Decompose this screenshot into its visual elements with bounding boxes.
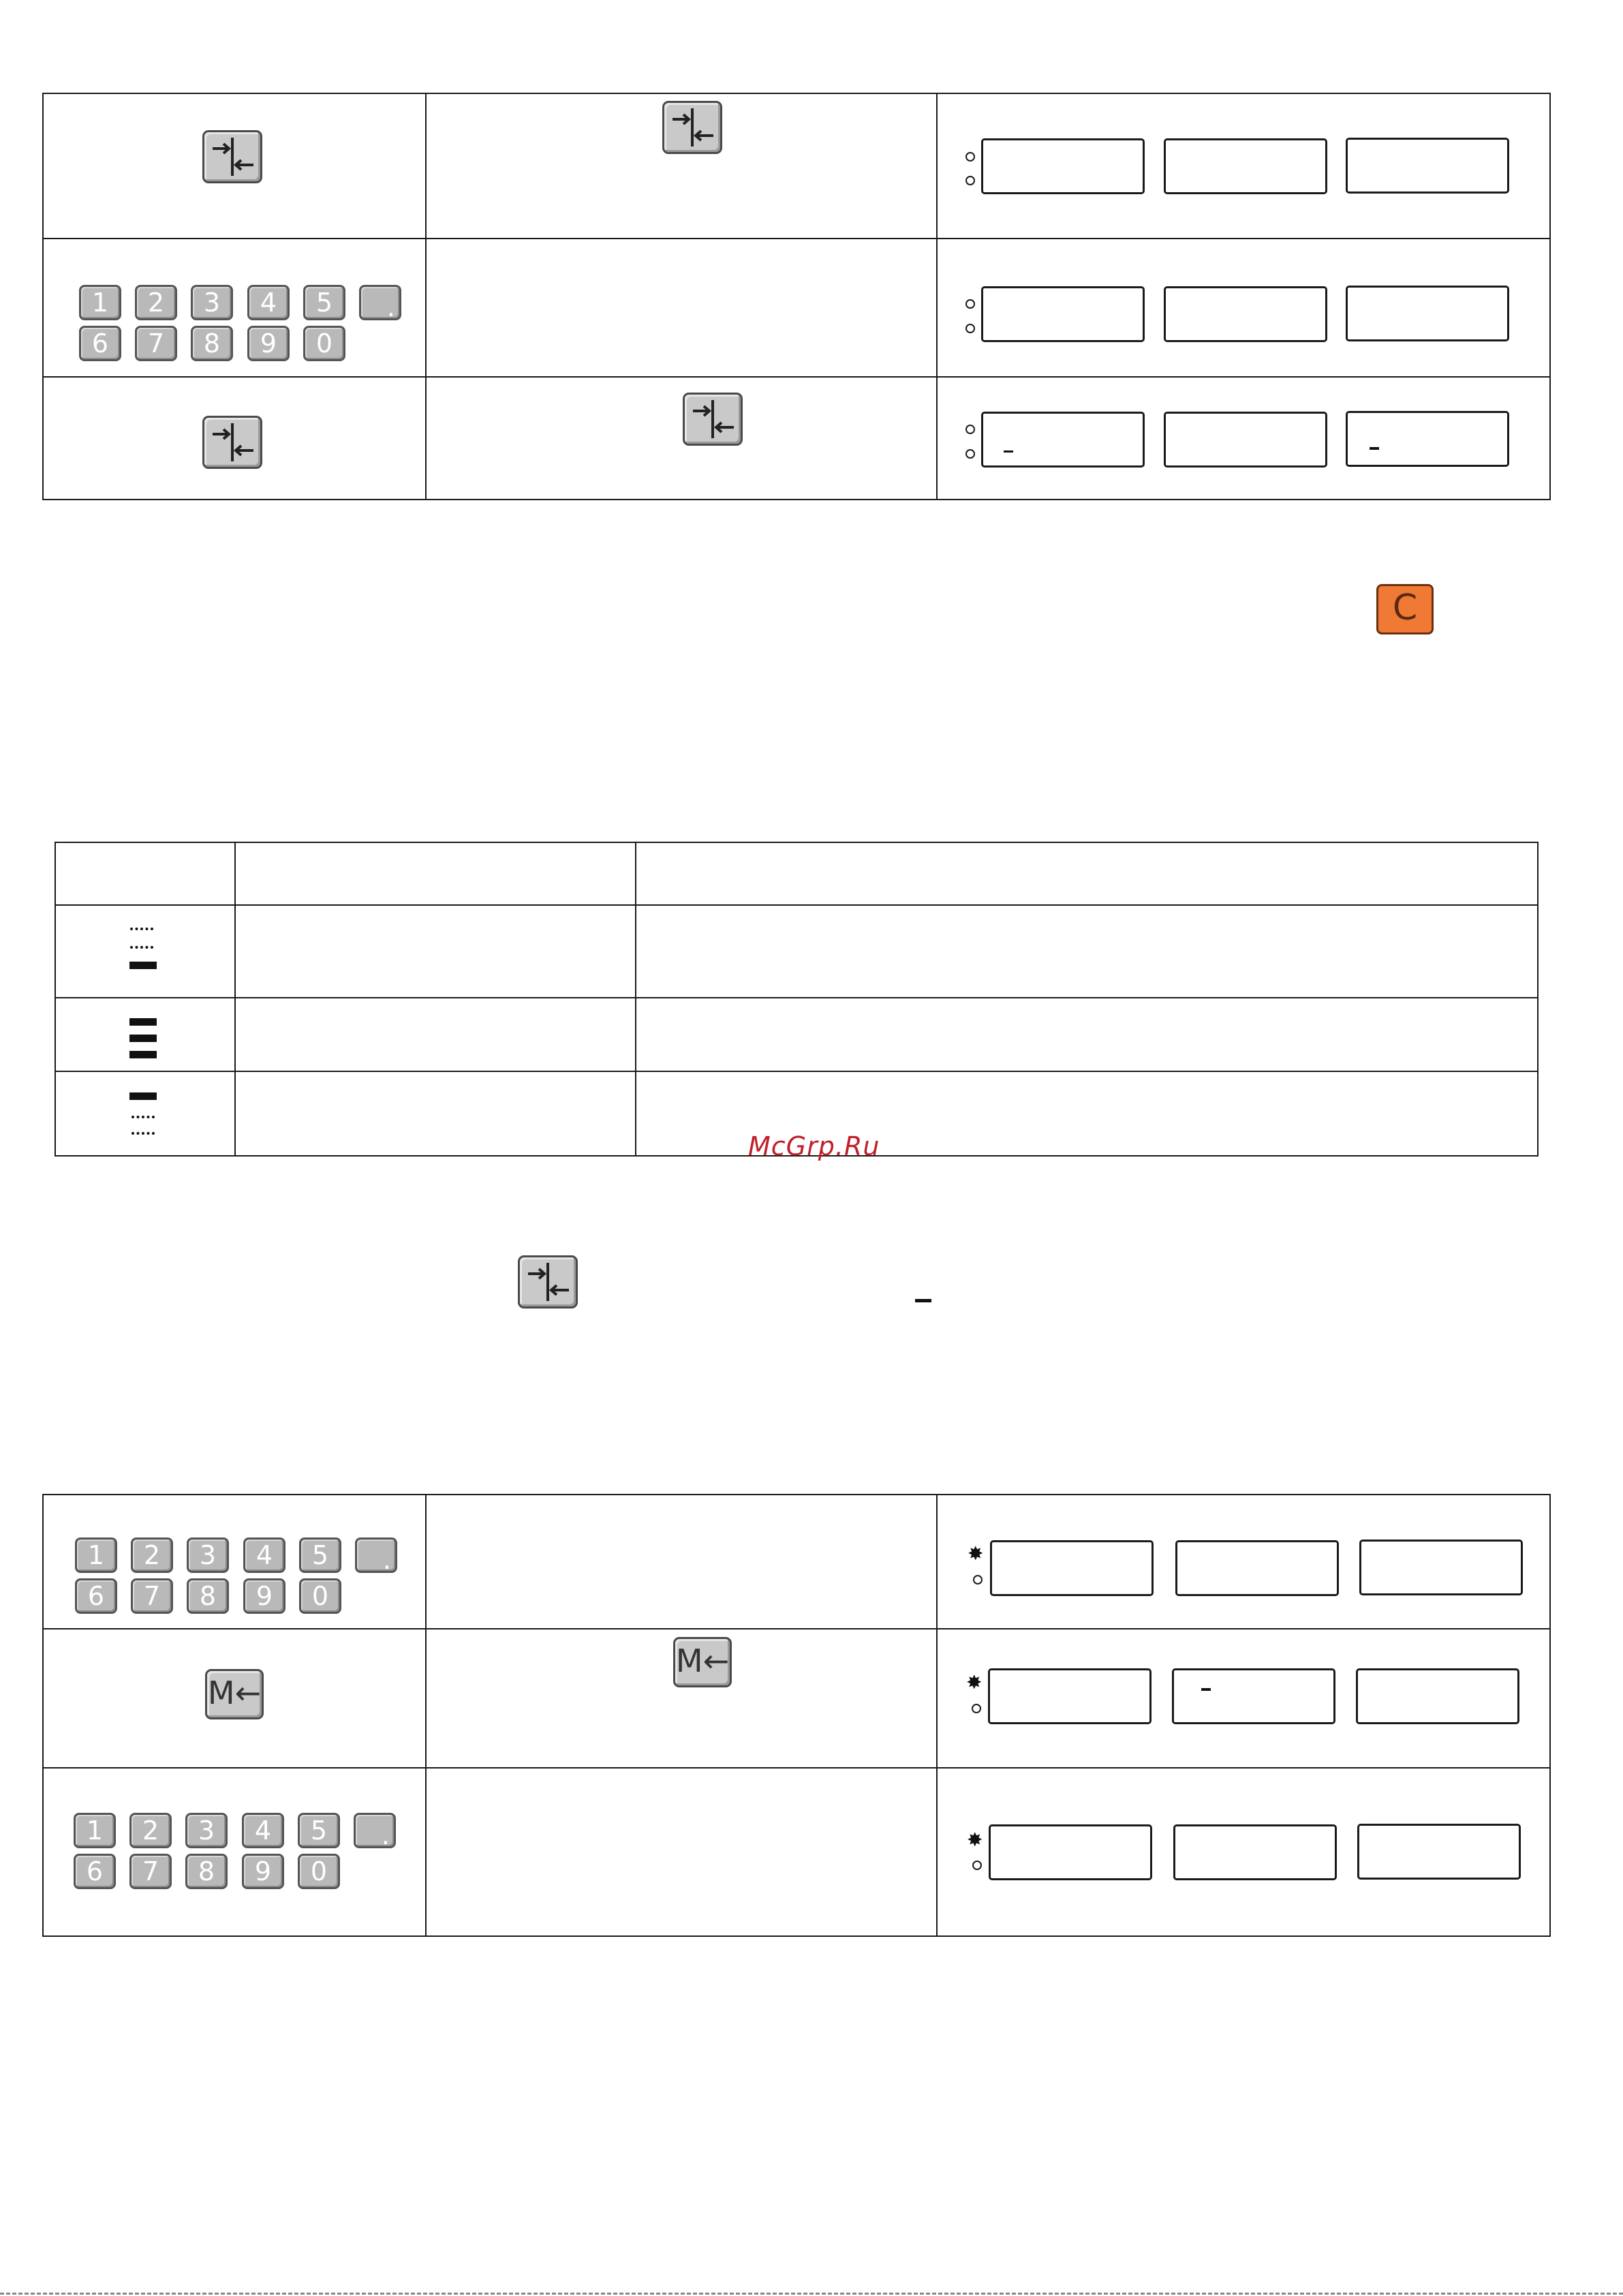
key-0[interactable]: 0 [303,326,345,361]
page-bottom-rule [0,2293,1623,2295]
step-2-description-cell [426,239,937,377]
indicator-led [972,1861,982,1870]
key-8[interactable]: 8 [185,1854,228,1889]
set-zero-key-inline [662,101,722,154]
total-price-display [1359,1540,1523,1595]
asterisk-indicator-icon: ✸ [966,1671,983,1694]
dotted-segment [132,1132,155,1135]
indicator-table [55,842,1539,1157]
key-4[interactable]: 4 [243,1537,285,1573]
unit-price-display [1172,1668,1335,1724]
memory-key[interactable] [205,1669,264,1719]
key-6[interactable]: 6 [74,1854,116,1889]
key-5[interactable]: 5 [299,1537,341,1573]
total-price-display [1356,1668,1519,1724]
header-status-cell [235,842,636,905]
weight-display [989,1824,1152,1880]
memory-store-icon: M← [675,1642,730,1679]
set-zero-arrows-icon [520,1257,576,1306]
dotted-segment [130,946,153,949]
indicator-led [965,152,975,162]
unit-price-display [1173,1824,1337,1880]
memory-key-inline [673,1637,732,1687]
key-3[interactable]: 3 [191,285,233,320]
key-1[interactable]: 1 [79,285,121,320]
dotted-segment [130,928,153,930]
set-zero-arrows-icon [685,395,741,444]
dotted-segment [132,1116,155,1118]
solid-segment [129,1035,157,1042]
key-2[interactable]: 2 [135,285,177,320]
step-6-key-cell [43,1768,426,1936]
clear-key[interactable] [1376,584,1434,634]
solid-segment [129,1092,157,1100]
solid-segment [129,1018,157,1026]
unit-price-display [1164,412,1327,468]
key-1[interactable]: 1 [75,1537,117,1573]
minus-segment [1370,447,1379,450]
asterisk-indicator-icon: ✸ [967,1828,983,1851]
underscore-segment [1004,450,1013,453]
memory-store-icon: M← [207,1674,262,1711]
key-7[interactable]: 7 [129,1854,172,1889]
set-zero-arrows-icon [664,103,720,152]
key-5[interactable]: 5 [298,1813,340,1848]
total-price-display [1357,1824,1521,1880]
indicator-led [965,176,975,185]
indicator-led [965,299,975,309]
step-4-description-cell [426,1495,937,1629]
header-indicator-cell [55,842,235,905]
indicator-led [965,449,975,459]
indicator-led [973,1575,983,1585]
weight-display [981,412,1145,468]
key-7[interactable]: 7 [135,326,177,361]
key-1[interactable]: 1 [74,1813,116,1848]
total-price-display [1346,286,1509,341]
minus-segment [1201,1688,1211,1691]
total-price-display [1346,411,1509,467]
minus-segment [915,1299,931,1302]
header-description-cell [636,842,1538,905]
status-cell-2 [235,998,636,1071]
key-7[interactable]: 7 [131,1578,173,1614]
key-0[interactable]: 0 [298,1854,340,1889]
key-9[interactable]: 9 [243,1578,285,1614]
status-cell-1 [235,905,636,998]
status-cell-3 [235,1071,636,1156]
key-3[interactable]: 3 [187,1537,229,1573]
key-4[interactable]: 4 [242,1813,284,1848]
set-zero-key[interactable] [202,416,262,469]
key-8[interactable]: 8 [191,326,233,361]
step-6-description-cell [426,1768,937,1936]
key-4[interactable]: 4 [247,285,290,320]
weight-display [988,1668,1151,1724]
set-zero-key[interactable] [202,130,262,183]
asterisk-indicator-icon: ✸ [968,1542,984,1565]
key-9[interactable]: 9 [247,326,290,361]
unit-price-display [1175,1540,1339,1596]
indicator-led [965,324,975,333]
key-6[interactable]: 6 [75,1578,117,1614]
indicator-cell-1 [55,905,235,998]
indicator-led [972,1704,981,1713]
key-6[interactable]: 6 [79,326,121,361]
weight-display [981,286,1145,342]
key-9[interactable]: 9 [242,1854,284,1889]
key-decimal[interactable]: . [354,1813,396,1848]
key-3[interactable]: 3 [185,1813,228,1848]
unit-price-display [1164,286,1327,342]
set-zero-key-inline [683,393,743,446]
unit-price-display [1164,138,1327,194]
key-decimal[interactable]: . [355,1537,397,1573]
solid-segment [129,1051,157,1058]
key-2[interactable]: 2 [131,1537,173,1573]
total-price-display [1346,138,1509,194]
description-cell-1 [636,905,1538,998]
set-zero-arrows-icon [204,132,260,181]
indicator-cell-3 [55,1071,235,1156]
set-zero-key-inline [518,1255,578,1308]
indicator-led [965,425,975,434]
solid-segment [129,962,157,969]
key-0[interactable]: 0 [299,1578,341,1614]
set-zero-arrows-icon [204,418,260,467]
step-3-description-cell [426,377,937,500]
description-cell-2 [636,998,1538,1071]
key-5[interactable]: 5 [303,285,345,320]
weight-display [981,138,1145,194]
key-2[interactable]: 2 [129,1813,172,1848]
clear-icon: C [1392,587,1418,628]
key-decimal[interactable]: . [359,285,401,320]
watermark: McGrp.Ru [748,1131,880,1161]
key-8[interactable]: 8 [187,1578,229,1614]
weight-display [990,1540,1154,1596]
